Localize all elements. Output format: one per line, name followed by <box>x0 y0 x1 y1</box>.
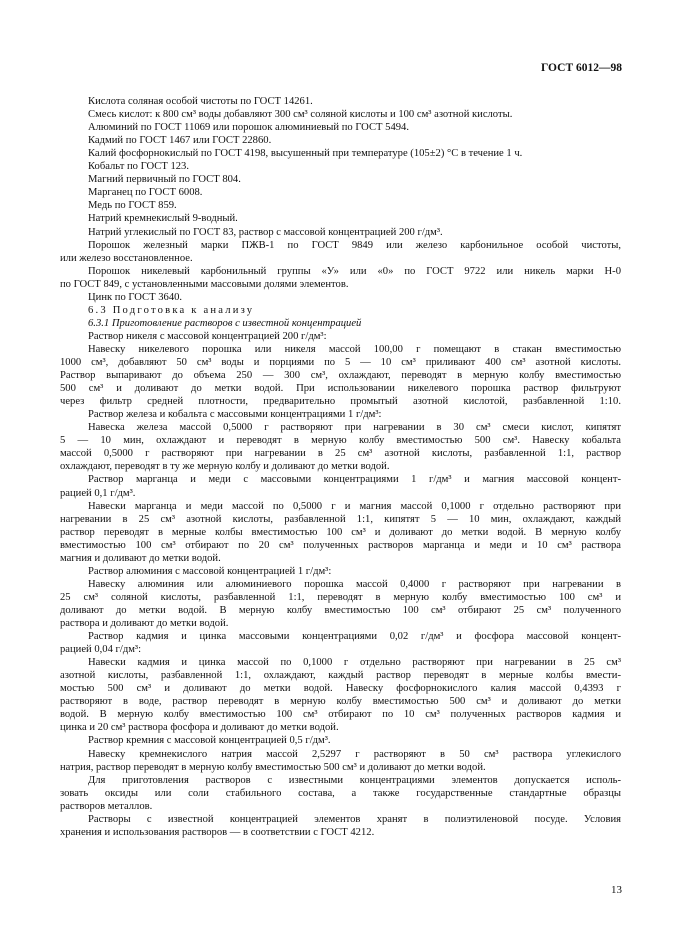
text-line: хранения и использования растворов — в соответствии с ГОСТ 4212. <box>60 826 375 838</box>
text-line: Растворы с известной концентрацией элементов хранят в полиэтиленовой посуде. Условия <box>88 813 621 825</box>
text-line: раствора и доливают до метки водой. <box>60 618 229 629</box>
text-line: 6.3.1 Приготовление растворов с известной концентрацией <box>88 317 362 329</box>
text-line: массой 0,5000 г растворяют при нагревании в 25 см³ азотной кислоты, разбавленной 1:1, раствор <box>60 448 621 460</box>
text-line: Цинк по ГОСТ 3640. <box>88 291 183 303</box>
text-line: Кадмий по ГОСТ 1467 или ГОСТ 22860. <box>88 135 272 147</box>
text-line: Навески марганца и меди массой по 0,5000 г и магния массой 0,1000 г отдельно растворяют при <box>88 500 621 512</box>
text-line: Порошок никелевый карбонильный группы «У» или «0» по ГОСТ 9722 или никель марки Н-0 <box>88 265 621 277</box>
document-body <box>60 95 621 839</box>
text-line: доливают до метки водой. В мерную колбу вместимостью 100 см³ отбирают 25 см³ полученного <box>60 604 621 616</box>
text-line: цинка и 20 см³ раствора фосфора и доливают до метки водой. <box>60 722 339 734</box>
text-line: натрия, раствор переводят в мерную колбу вместимостью 500 см³ и доливают до метки водой. <box>60 761 486 773</box>
text-line: Раствор кадмия и цинка массовыми концентрациями 0,02 г/дм³ и фосфора массовой концент- <box>88 631 621 643</box>
text-line: раствор переводят в мерные колбы вместимостью 100 см³ и доливают до метки водой. В мерную колбу <box>60 526 621 538</box>
text-line: 5 — 10 мин, охлаждают и переводят в мерную колбу вместимостью 500 см³. Навеску кобальта <box>60 435 621 447</box>
text-line: Навеску алюминия или алюминиевого порошка массой 0,4000 г растворяют при нагревании в <box>88 578 621 590</box>
text-line: через фильтр средней плотности, предварительно промытый азотной кислотой, разбавленной 1:10. <box>60 396 621 408</box>
text-line: азотной кислоты, разбавленной 1:1, охлаждают, каждый раствор переводят в мерные колбы вмести- <box>60 670 621 682</box>
text-line: Натрий кремнекислый 9-водный. <box>88 213 238 225</box>
text-line: Магний первичный по ГОСТ 804. <box>88 174 241 186</box>
text-line: Калий фосфорнокислый по ГОСТ 4198, высушенный при температуре (105±2) °С в течение 1 ч. <box>88 148 523 160</box>
text-line: 500 см³ и доливают до метки водой. При использовании никелевого порошка раствор фильтруют <box>60 383 621 395</box>
text-line: Натрий углекислый по ГОСТ 83, раствор с массовой концентрацией 200 г/дм³. <box>88 226 443 238</box>
document-header: ГОСТ 6012—98 <box>541 62 622 74</box>
text-line: или железо восстановленное. <box>60 252 193 264</box>
text-line: нагревании в 25 см³ азотной кислоты, разбавленной 1:1, кипятят 5 — 10 мин, охлаждают, каждый <box>60 513 621 525</box>
text-line: по ГОСТ 849, с установленными массовыми долями элементов. <box>60 278 349 290</box>
page-number: 13 <box>611 884 622 896</box>
text-line: Навеску никелевого порошка или никеля массой 100,00 г помещают в стакан вместимостью <box>88 343 621 355</box>
text-line: Навески кадмия и цинка массой по 0,1000 г отдельно растворяют при нагревании в 25 см³ <box>88 657 621 669</box>
text-line: водой. В мерную колбу вместимостью 100 см³ отбирают по 10 см³ полученных растворов кадмия и <box>60 709 621 721</box>
text-line: 25 см³ соляной кислоты, разбавленной 1:1, переводят в мерную колбу вместимостью 100 см³ и <box>60 591 621 603</box>
text-line: Для приготовления растворов с известными концентрациями элементов допускается исполь- <box>88 774 621 786</box>
text-line: рацией 0,1 г/дм³. <box>60 487 136 499</box>
text-line: Смесь кислот: к 800 см³ воды добавляют 300 см³ соляной кислоты и 100 см³ азотной кислоты. <box>88 109 513 121</box>
text-line: Раствор никеля с массовой концентрацией 200 г/дм³: <box>88 330 327 342</box>
text-line: растворов металлов. <box>60 800 153 812</box>
text-line: 1000 см³, добавляют 50 см³ воды и порциями по 5 — 10 см³ приливают 400 см³ азотной кислоты. <box>60 357 621 368</box>
text-line: Алюминий по ГОСТ 11069 или порошок алюминиевый по ГОСТ 5494. <box>88 122 409 134</box>
text-line: Кобальт по ГОСТ 123. <box>88 161 189 173</box>
text-line: Марганец по ГОСТ 6008. <box>88 187 203 199</box>
text-line: зовать оксиды или соли стабильного состава, а также государственные стандартные образцы <box>60 787 621 799</box>
text-line: вместимостью 100 см³ отбирают по 20 см³ полученных растворов марганца и меди и 10 см³ раствора <box>60 539 621 551</box>
text-line: Навеску кремнекислого натрия массой 2,5297 г растворяют в 50 см³ раствора углекислого <box>88 748 621 760</box>
text-line: растворяют в воде, раствор переводят в мерную колбу вместимостью 500 см³ и доливают до метки <box>60 696 621 708</box>
text-line: рацией 0,04 г/дм³: <box>60 644 142 656</box>
text-line: Кислота соляная особой чистоты по ГОСТ 14261. <box>88 96 313 107</box>
text-line: Раствор кремния с массовой концентрацией 0,5 г/дм³. <box>88 735 331 747</box>
text-line: магния и доливают до метки водой. <box>60 552 221 564</box>
text-line: Порошок железный марки ПЖВ-1 по ГОСТ 9849 или железо карбонильное особой чистоты, <box>88 239 621 251</box>
text-line: охлаждают, переводят в ту же мерную колбу и доливают до метки водой. <box>60 461 390 473</box>
text-line: Раствор алюминия с массовой концентрацией 1 г/дм³: <box>88 565 332 577</box>
text-line: Медь по ГОСТ 859. <box>88 200 177 212</box>
text-line: Раствор марганца и меди с массовыми концентрациями 1 г/дм³ и магния массовой концент- <box>88 474 621 486</box>
text-line: мостью 500 см³ и доливают до метки водой. Навеску фосфорнокислого калия массой 0,4393 г <box>60 683 621 695</box>
text-line: Раствор железа и кобальта с массовыми концентрациями 1 г/дм³: <box>88 409 382 421</box>
text-line: Навеска железа массой 0,5000 г растворяют при нагревании в 30 см³ смеси кислот, кипятят <box>88 422 621 434</box>
text-line: 6.3 Подготовка к анализу <box>88 304 255 316</box>
text-line: Раствор выпаривают до объема 250 — 300 см³, охлаждают, переводят в мерную колбу вместимостью <box>60 370 621 382</box>
